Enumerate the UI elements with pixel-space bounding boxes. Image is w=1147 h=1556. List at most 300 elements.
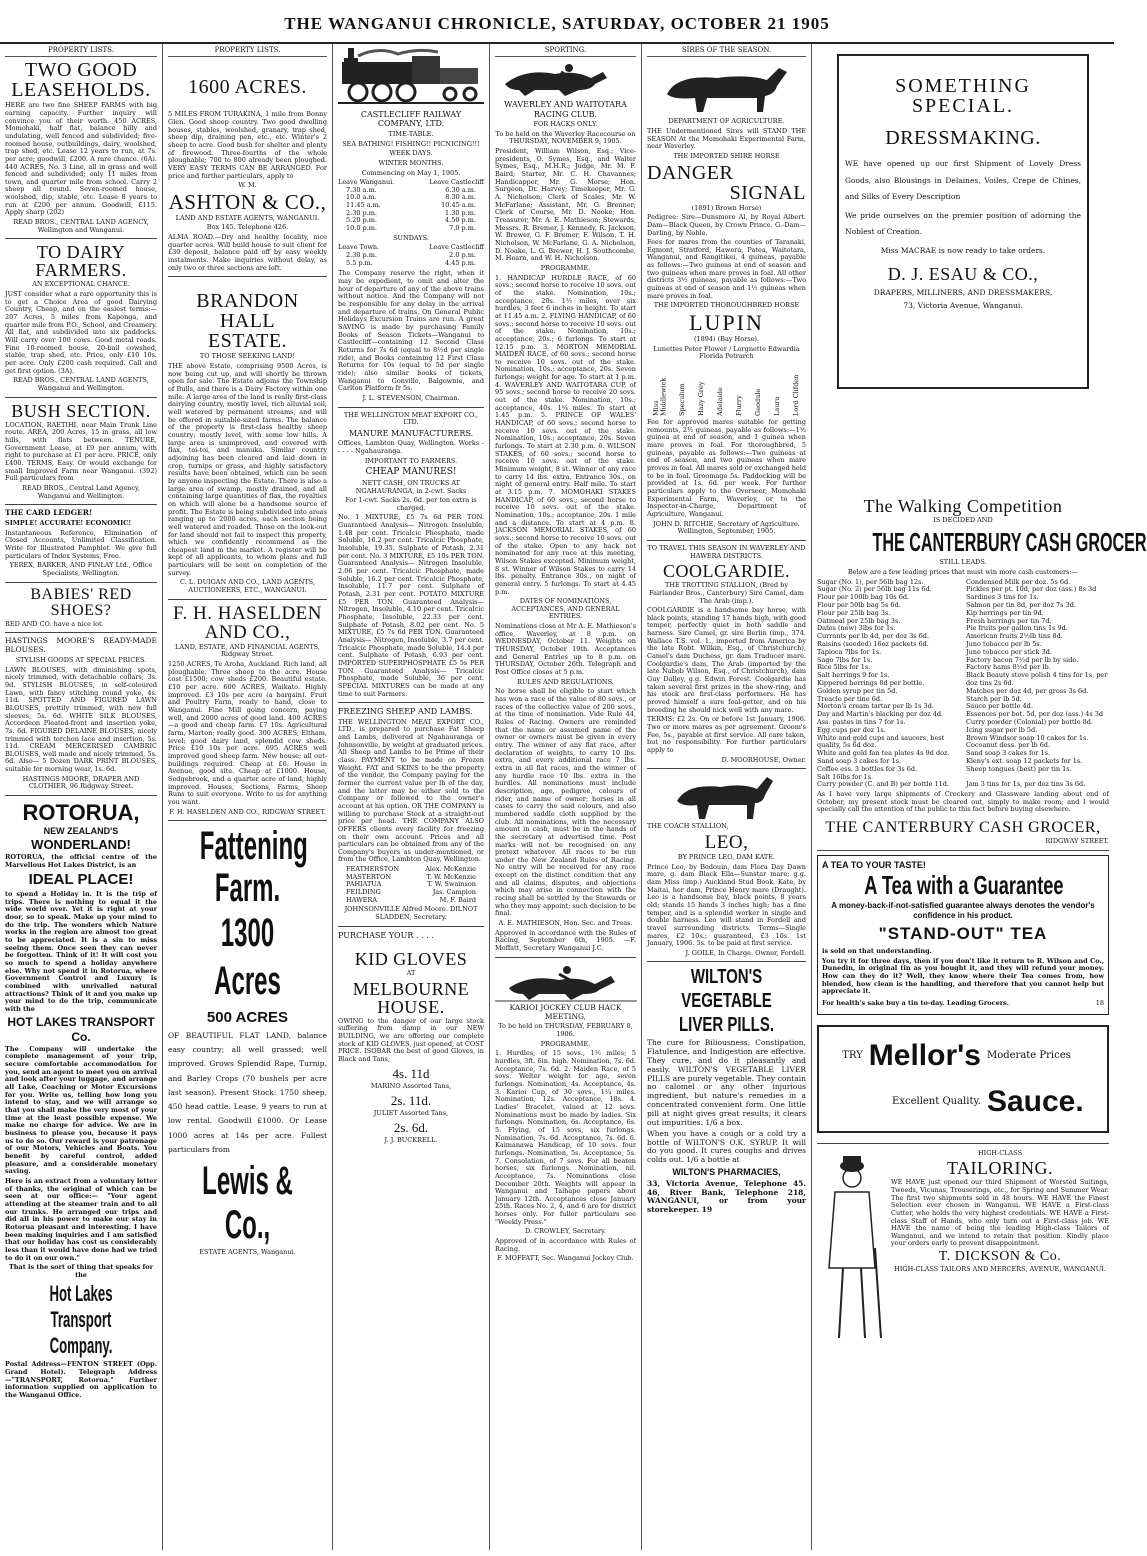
timetable-row [338,225,484,233]
ad-title: BRANDON [196,290,299,313]
ad-body: ROTORUA, the official centre of the Marvellous Hot Lakes District, is an [5,852,157,869]
ad-body: Approved in accordance with the Rules of Racing, September 6th, 1905. —F. Moffatt, Secretary Wanganui J.C. [495,928,636,953]
ad-company: Lewis & Co., [202,1159,293,1248]
ad-signature: D. CROWLEY, Secretary. [525,1227,606,1236]
ad-body: Here is an extract from a voluntary letter of thanks, the original of which can be seen at our office:— "Your agent attending at the steamer train and to all our trunks. He arranged our trips and did all in his power to make our stay in Rotorua pleasant and interesting. I have been making inquiries and I am satisfied that our holiday has cost us considerably less than it would have done had we tried to do it on our own." [5,1176,157,1262]
ad-title: THE WELLINGTON MEAT EXPORT CO., LTD. [343,410,479,427]
ad-subtitle: FOR HACKS ONLY. [533,120,598,129]
ad-subtitle: CHEAP MANURES! [365,467,457,478]
ad-address: RIDGWAY STREET. [1045,837,1109,846]
ad-line: SEA BATHING! FISHING!! PICNICING!!! [342,139,480,148]
ad-body: Miss MACRAE is now ready to take orders. [880,245,1046,255]
ad-line: WEEK DAYS. [389,149,433,158]
price-item: Flour per 25lb bag 3s. [817,608,891,617]
ad-title: The Walking Competition [863,496,1063,516]
price-item: Pickles per pt. 10d, per doz (ass.) 8s 3d [966,585,1097,594]
ad-title: DEPARTMENT OF AGRICULTURE. [668,117,785,126]
ad-title: LIVER PILLS. [678,1013,775,1036]
ad-body: Prince Leo, by Bedouin, dam Flora Day Dawn mare, g. dam Black Ella—Sunstar mare; g.g. dam Miss (imp.) Auckland Stud Book. Kate, by Maitai, her dam, Prince Henry mare (Draught). Leo is a handsome bay, black points, 8 years old; stands 15 hands 3 inches high; has a fine temper, and is a splendid worker in single and double harness. Leo will stand in Fordell and travel surrounding districts. Terms—Single mares, £2 10s.; guaranteed, £3 10s. 1st January, 1906. 5s. to be paid at first service. [647,862,806,948]
divider [338,407,484,408]
ad-title: SOMETHING [895,75,1031,97]
divider [647,961,806,962]
ad-body: The cure for Biliousness, Constipation, Flatulence, and Indigestion are effective. They cure, and do it pleasantly and easily. WILTON'S VEGETABLE LIVER PILLS are purely vegetable. They contain no calomel or any other injurious ingredient, but nature's remedies in a concentrated convenient form. One little pill at night gives great results; it clears out impurities. 1/6 a box. [647,1038,806,1127]
ad-address: Postal Address—FENTON STREET (Opp. Grand Hotel). Telegraph Address—"TRANSPORT, Rotorua." Further information supplied on application to the Wanganui Office. [5,1360,157,1399]
ad-title: KARIOI JOCKEY CLUB HACK MEETING, [509,1002,622,1021]
price-item: Raisins (seeded) 16oz packets 6d. [817,640,929,649]
ad-subtitle: BY PRINCE LEO, DAM KATE. [677,852,776,861]
ad-line: PURCHASE YOUR . . . . [338,930,434,940]
ad-signature: READ BROS., CENTRAL LAND AGENCY, Wellington and Wanganui. [13,218,149,234]
divider [168,599,327,600]
ad-body: You try it for three days, then if you don't like it return to R. Wilson and Co., Dunedin, in original tin as you bought it, and they will refund your money. How can they do it? Well, they know where their Tea comes from, how blended, how clean is the handling, and therefore that you cannot help but appreciate it. [822,956,1104,996]
ad-body: We pride ourselves on the premier position of adorning the Noblest of Creation. [845,210,1081,236]
ad-body: 5 MILES FROM TURAKINA, 1 mile from Bonny Glen. Good sheep country. Two good dwelling houses, stables, woolshed, granary, trap shed, sheep dip, draining pen, etc., etc. Winter's 2 sheep to acre. Good bush for shelter and plenty of firewood. Three-fourths of the whole ploughable; 700 to 800 already been ploughed. VERY EASY TERMS CAN BE ARRANGED. For price and further particulars, apply to [168,110,327,180]
price-list-right [966,579,1109,790]
locomotive-illustration [338,46,484,108]
column-header: PROPERTY LISTS. [5,46,157,57]
ad-subtitle: PROGRAMME. [540,1039,591,1048]
ad-line: Moderate Prices [986,1049,1071,1061]
price-item: Matches per doz 4d, per gross 3s 6d. [966,686,1089,695]
price-item: Sheep tongues (best) per tin 1s. [966,764,1072,773]
ad-body: WE HAVE just opened our third Shipment of Worsted Suitings, Tweeds, Vicunas, Trouserings, etc., for Spring and Summer Wear. The first two shipments sold in 48 hours. WE HAVE the Finest Selection ever chosen in Wanganui. WE HAVE a First-class Cutter, who holds the very highest credentials. WE HAVE a First-class Staff of Hands, who only turn out a First-class job. WE HAVE the name of being the leading High-class Tailors of Wanganui, and we intend to retain that position. Kindly place your orders early to prevent disappointment. [891,1178,1109,1248]
ad-title: SPECIAL. [911,95,1015,117]
horse-name: SIGNAL [729,181,806,204]
ad-title: HOUSE. [377,996,445,1017]
timetable [338,252,484,267]
ad-title: HIGH-CLASS [977,1148,1023,1157]
ad-title: MELBOURNE [352,978,470,999]
ad-line: (1891) Brown Horse) [691,203,762,212]
timetable-row-cell: 7.30 a.m. [346,185,377,194]
pedigree-name: Flurry [734,395,743,417]
ad-brand: Sauce. [986,1084,1084,1118]
timetable-row-cell: 10.0 p.m. [346,224,377,233]
price-item: Black Beauty stove polish 4 tins for 1s, per doz tins 2s 6d. [966,671,1108,687]
pedigree-name: Laura [772,396,781,417]
ad-body: to spend a Holiday in. It is the trip of trips. There is nothing to equal it the wide world over. Yet it is right at your door, so to speak. Make up your mind to do the trip. The wonders which Nature works in the region are almost too great to be appreciated. It is a sin to miss seeing them. Once seen they can never be forgotten. Think of it! It will cost you so much to spend a holiday anywhere else. Why not spend it in Rotorua, where Government Control and Luxury is combined with unrivalled natural attractions? Think of it and you make up your mind to do the trip, communicate with the [5,889,157,1013]
price-item: Morton's cream tartar per lb 1s 3d. [817,702,934,711]
ad-title: HALL [219,310,276,333]
ad-subtitle: RED AND CO. have a nice lot. [5,619,104,628]
ad-body: 1. HANDICAP HURDLE RACE, of 60 sovs.; second horse to receive 10 sovs. out of the stake. Nomination, 10s.; acceptance, 20s. 1½ miles, over six hurdles, 3 feet 6 inches in height. To start at 11.45 a.m. 2. FLYING HANDICAP, of 60 sovs.; second horse to receive 10 sovs. out of the stake. Nomination, 10s.; acceptance, 20s.; 6 furlongs. To start at 12.15 p.m. 3. MORTON MEMORIAL MAIDEN RACE, of 60 sovs.; second horse to receive 10 sovs. out of the stake. Nomination, 10s.; acceptance, 20s. Seven furlongs; weight for age. To start at 1 p.m. 4. WAVERLEY AND WAITOTARA CUP, of 95 sovs.; second horse to receive 20 sovs. out of the stake. Nomination, 10s.; acceptance, 40s. 1¼ miles. To start at 1.45 p.m. 5. PRINCE OF WALES' HANDICAP, of 60 sovs.; second horse to receive 10 sovs. out of the stake. Nomination, 10s.; acceptance, 20s. Seven furlongs. To start at 2.30 p.m. 6. WILSON STAKES, of 60 sovs.; second horse to receive 10 sovs. out of the stake. Minimum weight, 8 st. Winner of any race to carry 14 lbs. extra. Entrance 30s., on night of general entry. Half mile. To start at 3.15 p.m. 7. MOMOHAKI STAKES HANDICAP, of 60 sovs.; second horse to receive 10 sovs. out of the stake. Nomination, 10s.; acceptance, 20s. 1 mile and a distance. To start at 4 p.m. 8. JACKSON MEMORIAL STAKES, of 60 sovs.; second horse to receive 10 sovs. out of the stake. Open to any hack not nominated for any race at this meeting, Wilson Stakes excepted. Minimum weight, 8 st. Winner of Wilson Stakes to carry 14 lbs. penalty. Entrance 30s., on night of general entry. 5 furlongs. To start at 4.45 p.m. [495,273,636,596]
divider [5,632,157,633]
price-item: Dates (new) 3lbs for 1s. [817,624,896,633]
price-item: Condensed Milk per doz. 5s 6d. [966,577,1071,586]
ad-body: 1. Hurdles, of 15 sovs., 1½ miles; 5 hurdles, 3ft. 6in. high. Nomination, 7s. 6d. Acceptance, 7s. 6d. 2. Maiden Race, of 5 sovs. Welter weight for age, seven furlongs. Nomination, 4s. Acceptance, 4s. 3. Karioi Cup, of 30 sovs., 1¼ miles. Nomination, 12s. Acceptance, 18s. 4. Ladies' Bracelet, valued at 12 sovs. Nominations must be made by ladies. Six furlongs. Nomination, 6s. Acceptance, 6s. 5. Flying, of 15 sovs, six furlongs. Nomination, 7s. 6d. Acceptance, 7s. 6d. 6. Kaimanawa Handicap, of 10 sovs. four furlongs. Nomination, 5s. Acceptance, 5s. 7. Consolation, of 7 sovs. For all beaten horses, six furlongs. Nomination, nil. Acceptance, 7s. Nominations close December 20th. Weights will appear in Wanganui and Taihape papers about January 12th. Acceptances close January 25th. Races No. 2, 4, and 6 are for district horses only. For fuller particulars see "Weekly Press." [495,1049,636,1226]
column-header: PROPERTY LISTS. [168,46,327,57]
tailoring-ad [817,1148,1109,1348]
ad-body: The Company reserve the right, when it may be expedient, to omit and alter the hour of departure of any of the above trains without notice. And the Company will not be responsible for any delay in the arrival and departure of trains. On General Public Holidays Excursion Trains are run. A great SAVING is made by purchasing Family Books of Season Tickets—Wanganui to Castlecliff—containing 12 Second Class Returns for 7s 6d (equal to 8½d per single ride), and Books containing 12 First Class Returns for 10s (equal to 5d per single ride); also similar books of tickets, Wanganui to Gonville, Balgownie, and Carlton Platform fr 5s. [338,269,484,393]
ad-title: WILTON'S [690,966,763,989]
ad-signature: HASTINGS MOORE, DRAPER AND CLOTHIER, 96 Ridgway Street. [22,774,140,791]
gentleman-illustration [817,1148,887,1348]
ad-line: TO TRAVEL THIS SEASON IN WAVERLEY AND HAWERA DISTRICTS. [647,543,806,560]
ad-body: President, William Wilson, Esq.; Vice-presidents, O. Symes, Esq., and Walter Symes, Esq., M.H.R.; Judge, Mr. M. F. Baird; Starter, Mr. C. H. Chavannes; Handicapper, Mr. G. Morse; Hon. Surgeon, Dr. Harvey; Timekeeper, Mr. G. A. Nicholson; Clerk of Scales, Mr. W. McFarlane; Assistant, Mr. G. Brenner; Clerk of Course, Mr. D. Nooke; Hon. Treasurer, Mr. A. E. Mathieson; Stewards, Messrs. R. Bremer, J. Kennedy, R. Jackson, W. Brewer, G. F. Bremer, F. Wilson, T. H. Nicholson, W. McFarlane, G. A. Nicholson, D. Noake, L. G. Brewer, H. J. Southcombe, M. Hearn, and W. H. Nicholson. [495,147,636,263]
ad-title: TWO GOOD LEASEHOLDS. [11,59,151,102]
ad-title: FREEZING SHEEP AND LAMBS. [338,707,473,717]
ad-body: No horse shall be eligible to start which has won a race of the value of 80 sovs., or races of the collective value of 200 sovs., at the time of nomination. Vide Rule 44, Rules of Racing. Owners are reminded that the name or assumed name of the owner or owners must be given in every entry. The winner of any flat race, after declaration of weights, to carry 10 lbs. extra, and every additional race 7 lbs. extra in all flat races, and the winner of any hurdle race 10 lbs. extra in the hurdles. All nominations must include description, age, pedigree, colours of rider, and name of owner; horses in all cases to carry the said colours, and also numbered saddle cloth supplied by the club. All nominations, with the necessary amount in cash, must be in the hands of the secretary at advertised time. Post marks will not be recognised on any pretext whatever. All races to be run under the New Zealand Rules of Racing. No entry will be received for any race except on the distinct condition that any and all claims, disputes, and objections which may arise in connection with the racing shall be settled by the Stewards or who they may appoint; such decision to be final. [495,687,636,918]
ad-body: The Company will undertake the complete management of your trip, secure comfortable accommodation for you, send an agent to meet you on arrival and look after your luggage, and arrange all Lake, Coaching or Motor Excursions for you. Write us, telling how long you intend to stay, and we will arrange so that you shall make the very most of your time at the least possible expense. We make no charge for advice. We are in business to please you, because it pays us to do so. Our reward is your patronage of our Motors, Vehicles and Boats. You benefit by careful control, added pleasure, and a considerable monetary saving. [5,1044,157,1176]
timetable-col-head: Leave Castlecliff [429,243,484,252]
ad-line: WINTER MONTHS. [378,158,444,167]
price-item: Tapioca 7lbs for 1s. [817,647,882,656]
ad-body: COOLGARDIE is a handsome bay horse, with black points, standing 17 hands high, with good temper, perfectly quiet in both saddle and harness. Sire Camel, gr. sire Berlin (imp., 374. Wallace T.S. vol. 1., imported from America by the late Robt. Wilkin, Esq., of Christchurch), Camel's dam Duchess, gr. dam Traducer mare. Coolgardie's dam, The Arab (imported by the late Nabob Wilson, Esq., of Christchurch), dam Guy Dalley, g.g. Edwin Forest. Coolgardie has taken several first prizes in the show-ring, and his stock are first-class performers. He has proved himself a sure foal-getter, and on his breeding he should nick well with any mare. [647,606,806,714]
ad-body: Nominations close at Mr A. E. Mathieson's office, Waverley, at 8 p.m. on WEDNESDAY, October 11. Weights on THURSDAY, October 19th. Acceptances and General Entries up to 8 p.m. on THURSDAY, October 26th. Telegraph and Post Office closes at 5 p.m. [495,622,636,677]
ad-brand: "STAND-OUT" TEA [878,923,1048,943]
price-item: Factory bacon 7½d per lb by side. [966,655,1079,664]
horse-race-illustration [495,60,637,98]
ad-signature: JOHNSONVILLE Alfred Moore. DILNOT SLADDEN, Secretary. [344,905,478,922]
pedigree-name: Miss Middlewick [651,377,668,417]
ad-title: 1300 Acres [214,911,281,1004]
ad-signature: J. J. BUCKRELL. [384,1136,438,1145]
ad-footer [822,998,1104,1010]
ad-subtitle: RULES AND REGULATIONS. [517,677,614,686]
ad-line: AT [406,969,416,978]
ad-line: SUNDAYS. [393,233,429,242]
price-item: Sago 7lbs for 1s. [817,655,873,664]
ad-body: WE have opened up our first Shipment of Lovely Dress Goods, also Blousings in Delaines, Voiles, Crepe de Chines, and Silks of Every Description [845,159,1081,201]
ad-body: Approved of in accordance with Rules of Racing. [495,1237,636,1253]
price-item: Curry powder (Colonial) per bottle 8d. [966,717,1094,726]
coach-horse-illustration [647,773,805,821]
price: 4s. 11d [392,1065,430,1081]
price-item: June tobacco per stick 3d. [966,647,1052,656]
price-item: Golden syrup per tin 5d. [817,686,898,695]
ad-signature: W. M. [238,181,257,190]
ad-subtitle: NEW ZEALAND'S [43,826,119,837]
price-item: Sand soap 3 cakes for 1s. [817,756,902,765]
ad-title: 1600 ACRES. [188,76,307,99]
price-item: Starch per lb 5d. [966,694,1022,703]
divider [5,397,157,398]
ad-subtitle: IS DECIDED AND [933,516,993,524]
ad-company: Hot Lakes Transport [49,1281,113,1333]
divider [5,238,157,239]
timetable-row-cell: 2.30 p.m. [346,251,377,260]
ad-line: TRY [842,1049,863,1061]
ad-body: Fee for approved mares suitable for getting remounts, 2½ guineas, payable as follows:—1½ guinea at end of season, and 1 guinea when mare proves in foal. For thoroughbred, 5 guineas, payable as follows:—Two guineas at end of season, and two guineas when mare proves in foal. All mares sold or exchanged held to be in foal. Groomage 5s. Paddocking will be provided at 1s. 6d. per week. For further particulars apply to the Overseer, Momohaki Experimental Farm, Waverley, or to the Inspector-in-Charge, Department of Agriculture, Wanganui. [647,418,806,518]
price-item: Juno tobacco per lb 5s. [966,640,1042,649]
ad-title: ROTORUA, [22,800,140,826]
price-item: Salt herrings 9 for 1s. [817,671,890,680]
ad-body: Below are a few leading prices that must win more cash customers:— [847,567,1079,576]
timetable-row-cell: 4.50 p.m. [445,216,476,225]
horse-name: COOLGARDIE. [663,561,790,582]
ad-address: 33, Victoria Avenue, Telephone 45. 46, River Bank, Telephone 218, WANGANUI, or from your storekeeper. 19 [647,1178,806,1215]
horse-illustration [647,60,805,116]
price: 2s. 6d. [393,1119,429,1135]
price-item: Pie fruits per gallon tins 1s 9d. [966,624,1068,633]
ad-signature: HIGH-CLASS TAILORS AND MERCERS, AVENUE, WANGANUI. [894,1265,1106,1274]
ad-title: VEGETABLE [681,990,772,1013]
ad-body: When you have a cough or a cold try a bottle of WILTON'S O.K. SYRUP. It will do you good. It cures coughs and drives colds out. 1/6 a bottle at [647,1128,806,1165]
ad-subtitle: THE TROTTING STALLION, (Bred by Fairlander Bros., Canterbury) Sire Camel, dam The Arab (imp.). [649,581,804,605]
price-item: Sauce per bottle 4d. [966,702,1033,711]
price-item: Cocoanut dess. per lb 6d. [966,741,1051,750]
ad-title: BUSH SECTION. [11,400,151,421]
ad-line: Offices, Lambton Quay, Wellington. Works - - - - - Ngahauranga. [338,439,484,455]
price-item: Oatmeal per 25lb bag 3s. [817,616,901,625]
ad-body: ALMA ROAD.—Dry and healthy locality, nice quarter acres. Will build house to suit client for £30 deposit, balance paid off by easy weekly instalments. Make inquiries without delay, as only two or three sections are left. [168,233,327,272]
price-item: Essences per bot. 5d, per doz (ass.) 4s 3d [966,710,1104,719]
ad-signature: DRAPERS, MILLINERS, AND DRESSMAKERS, [873,288,1053,297]
ad-line: A TEA TO YOUR TASTE! [822,859,926,870]
timetable-row-cell: 2.0 p.m. [449,251,476,260]
price-item: Icing sugar per lb 5d. [966,725,1038,734]
price-item: Kleny's ext. soap 12 packets for 1s. [966,756,1083,765]
ad-body: Instantaneous Reference, Elimination of Closed Accounts, Unlimited Classification. Write for Illustrated Pamphlet. We give full particulars of Index Systems, Free. [5,528,157,560]
pedigree-line: Lunettes Peter Flower / Lorgnette Edwardia Florida Petrarch [653,344,800,361]
horse-name: LUPIN [689,310,764,336]
agent-row-cell: M. F. Baird [439,895,476,904]
divider [647,768,806,769]
ad-brand: Mellor's [868,1038,981,1072]
ad-title: WAVERLEY AND WAITOTARA RACING CLUB. [504,100,627,119]
agent-row-cell: FEILDING [346,888,381,897]
column-2 [163,44,333,1550]
ad-company: T. DICKSON & Co. [938,1249,1062,1265]
price-item: Flour per 100lb bag 10s 6d. [817,593,910,602]
price-item: Curry powder (C. and B) per bottle 11d. [817,780,949,789]
ad-subtitle: WONDERLAND! [31,836,131,852]
ad-signature: YEREX, BARKER, AND FINLAY Ltd., Office Specialists, Wellington. [9,561,153,577]
ad-body: THE WELLINGTON MEAT EXPORT CO., LTD., is prepared to purchase Fat Sheep and Lambs, delivered at Ngahauranga or Johnsonville, by weight at graduated prices. All Sheep and Lambs to be Prime of their class. PAYMENT to be made on Frozen Weight. FAT and SKINS to be the property of the vendor, the Company paying for the former the current value per lb of the day, and the latter may be either sold to the Company or followed to the owner's account at his option. OR THE COMPANY is willing to purchase Stock at a straight-out price per head. THE COMPANY ALSO OFFERS clients every facility for freezing on their own account. Prices and all particulars can be obtained from any of the Company's buyers as under-mentioned, or from the Office, Lambton Quay, Wellington. [338,717,484,864]
ad-body: THE Undermentioned Sires will STAND THE SEASON At the Momohaki Experimental Farm, near Waverley. [647,126,806,151]
ad-title: CASTLECLIFF RAILWAY COMPANY, LTD. [360,110,462,129]
masthead-title: THE WANGANUI CHRONICLE, SATURDAY, OCTOBER 21 1905 [284,14,830,33]
ad-signature: A. E. MATHIESON, Hon. Sec. and Treas. [498,919,633,928]
divider [817,1143,1109,1144]
ad-signature: C. L. DUIGAN AND CO., LAND AGENTS, AUCTIONEERS, ETC., WANGANUI. [180,578,315,595]
price-item: Sand soap 3 cakes for 1s. [966,749,1051,758]
ad-subtitle: AN EXCEPTIONAL CHANCE. [32,280,130,289]
ad-subtitle: TIME-TABLE. [388,129,434,138]
ad-body: THE above Estate, comprising 9500 Acres, is now being cut up, and will shortly be thrown open for sale. The Estate adjoins the Township of Bulls, and there is a Dairy Factory within one mile. A large area of the land is really first-class dairying country, mostly level, rich alluvial soil, well watered by permanent streams, and will be offered in suitable-sized farms. The balance of the property is first-class healthy sheep country; mostly level, with some low hills. A large area is unimproved, and covered with flax, toi-toi, and manuka. Similar country adjoining has been cleared and laid down in crop, turnips or grass, and highly satisfactory results have been obtained, which can be seen by anyone inspecting the Estate. There is also a large area of swamp, mostly drained, and all containing large quantities of flax, the royalties on which will alone be a handsome source of profit. The Estate is being subdivided into areas ranging up to 2000 acres, each section being well watered and roaded. Those on the look-out for land should not fail to inspect this property, which we confidently recommend as the cheapest land in the market. A register will be kept of all applicants, to whom plans and full particulars will be sent on completion of the survey. [168,362,327,577]
agent-row-cell: T. W. McKenzie [426,872,476,881]
column-6 [812,44,1147,1550]
ad-title: A Tea with a Guarantee [864,870,1064,901]
agent-row-cell: MASTERTON [346,872,392,881]
column-5 [642,44,812,1550]
ad-body: As I have very large shipments of Crockery and Glassware landing about end of October, my present stock must be cleared out, simply to make room; and I would specially call the attention of the public to this fact before buying elsewhere. [817,790,1109,814]
ad-title: ESTATE. [207,330,288,353]
tailoring-text [891,1148,1109,1348]
ad-body: Pedigree: Sire—Dunsmore Al, by Royal Albert. Dam—Black Queen, by Crown Prince. G.-Dam—Darling, by Noble. [647,213,806,237]
ad-number: 18 [1095,998,1104,1007]
price-item: Rice 5lbs for 1s. [817,663,871,672]
price-item: Factory hams 8½d per lb. [966,663,1051,672]
timetable-row-cell: 6.30 a.m. [445,185,476,194]
masthead [0,0,1114,44]
divider [5,795,157,796]
price-item: Coffee ess. 3 bottles for 3s 6d. [817,764,918,773]
ad-subtitle: THE IMPORTED SHIRE HORSE [673,151,780,160]
column-header: SIRES OF THE SEASON. [647,46,806,57]
ad-subtitle: IDEAL PLACE! [28,871,134,889]
ad-address: 73, Victoria Avenue, Wanganui. [903,301,1023,310]
ad-company: THE CANTERBURY CASH GROCER, [825,819,1101,837]
dressmaking-ad [837,54,1089,389]
agent-row-cell: FEATHERSTON [346,865,400,874]
ad-title: THE COACH STALLION, [647,822,729,831]
ad-line: IMPORTANT TO FARMERS. [364,456,458,465]
price-item: Sugar (No. 2) per 56lb bag 11s 6d. [817,585,932,594]
timetable-row [338,260,484,268]
timetable-row-cell: 7.0 p.m. [449,224,476,233]
timetable-row-cell: 10.0 a.m. [346,193,377,202]
pedigree-name: Speculum [678,383,687,417]
divider [5,504,157,505]
ad-signature: READ BROS., Central Land Agency, Wanganui and Wellington. [22,483,140,500]
ad-line: Excellent Quality. [892,1095,981,1107]
price-item: Day and Martin's blacking per doz 4d. [817,710,944,719]
ad-subtitle: MANURE MANUFACTURERS. [348,428,474,438]
price-item: Currants per lb 4d, per doz 3s 6d. [817,632,930,641]
ad-body: LOCATION, RAETIHI, near Main Trunk Line route. AREA, 200 Acres, 15 in grass, all low hills, with flats between. TENURE, Government Lease, at £9 per annum, with right to purchase at £1 per acre. PRICE, only £400. TERMS, Easy. Or would exchange for small Improved Farm near Wanganui. (392) Full particulars from [5,420,157,483]
ad-body: HERE are two fine SHEEP FARMS with big earning capacity. Further inquiry will convince you of their worth. 450 ACRES, Momohaki, half flat, balance hilly and undulating, well fenced and subdivided; five-roomed house, outbuildings, dairy, woolshed, trap shed, etc. Lease 12 years to run, at 7s. per acre; goodwill, £200. A rare chance. (6A). 440 ACRES, No. 3 Line, all in grass and well fenced and subdivided; only 11 miles from town, and quarter mile from school. Carry 2 sheep all round. Seven-roomed house, woolshed, dip, stable, etc. Lease 8 years to run at £200 per annum. Goodwill, £115. Apply sharp (202) [5,101,157,217]
ad-title: TAILORING. [946,1158,1054,1179]
price-item: Treacle per tine 6d. [817,694,883,703]
ad-body: 1250 ACRES, Te Aroha, Auckland. Rich land, all ploughable. Three sheep to the acre. House cost £1500; cow sheds £200. Beautiful estate. £10 per acre. 600 ACRES, Waikato. Highly improved. £3 10s per acre (a bargain). Fruit and Poultry Farm, ready to hand, close to Wanganui. Fine Mill going concern, paying well, and 2000 acres of good land. 400 ACRES—a good and cheap farm. £7 10s. Agricultural farm, Marton; really good. 300 ACRES, Eltham, level; good dairy land, splendid cow sheds. Price £10 10s per acre. 695 ACRES well improved good sheep farm. New house; all out-buildings required. Cheap at £6. House in Avenue, good site. Cheap at £1000. House, Sedgebrook, and a quarter acre of land, highly improved. Houses, Sections, Farms, Sheep Runs to suit everyone. Write to us for anything you want. [168,660,327,806]
ad-body: That is the sort of thing that speaks for the [8,1263,154,1279]
column-3 [333,44,490,1550]
jockey-illustration [495,962,637,1002]
ad-line: For 1-cwt. Sacks 2s. 6d. per ton extra is charged. [345,496,477,512]
timetable [338,187,484,233]
price-item: White and gold cups and saucers, best quality, 5s 6d doz. [817,733,945,750]
ad-signature: J. L. STEVENSON, Chairman. [362,393,460,402]
ad-title: Farm. [214,866,281,911]
price-item: Brown Windsor soap 10 cakes for 1s. [966,733,1089,742]
ad-subtitle: LAND AND ESTATE AGENTS, WANGANUI. [175,213,320,222]
ad-subtitle: HOT LAKES TRANSPORT Co. [7,1015,155,1044]
ad-line: is sold on that understanding. [822,946,932,955]
ad-body: OF BEAUTIFUL FLAT LAND, balance easy country; all well grassed; well improved. Grows Splendid Rape, Turnip, and Barley Crops (70 bushels per acre last season). Present Stock: 1750 sheep, 450 head cattle. Lease, 9 years to run at low rental. Goodwill £1000. Or Lease 1000 acres at 14s per acre. Fullest particulars from [168,1030,327,1154]
ad-signature: F. H. HASELDEN AND CO., RIDGWAY STREET. [169,807,326,816]
agents-list [338,866,484,904]
ad-subtitle: DRESSMAKING. [885,127,1041,149]
ad-title: TO DAIRY FARMERS. [35,242,127,281]
ad-subtitle: A money-back-if-not-satisfied guarantee always denotes the vendor's confidence in his product. [831,901,1095,920]
ad-body: LAWN BLOUSES, with diminishing spots, nicely trimmed, with detachable collars, 3s. 9d. STYLISH BLOUSES, in self-coloured Lawn, with fancy stitching round yoke, 4s. 11d. SPOTTED AND FIGURED LAWN BLOUSES, prettily trimmed, with new full sleeves, 5s. 6d. WHITE SILK BLOUSES, Accordeon Pleated-front and insertion yoke, 7s. 6d. FIGURED DELAINE BLOUSES, nicely trimmed with torchon lace and insertion, 5s. 11d. CREAM MERCERISED CAMBRIC BLOUSES, well made and nicely trimmed, 5s. 6d. Also— 5 Dozen DARK PRINT BLOUSES, suitable for morning wear, 1s. 6d. [5,665,157,774]
divider [338,926,484,927]
columns [0,44,1147,1550]
ad-signature: READ BROS., CENTRAL LAND AGENTS, Wanganui and Wellington. [13,376,149,392]
ad-body: OWING to the danger of our large stock suffering from damp in our NEW BUILDING, we are offering our complete stock of KID GLOVES, just opened, at COST PRICE. ISOBAR the best of good Gloves, in Black and Tans, [338,1016,484,1064]
ad-subtitle: THE IMPORTED THOROUGHBRED HORSE [653,301,800,310]
price-item: White and gold fan tea plates 4s 9d doz. [817,749,950,758]
ad-company: Company. [49,1333,113,1359]
ad-line: Box 145. Telephone 426. [206,223,289,232]
ad-signature: J. GOILE, In Charge. Owner, Fordell. [685,948,806,957]
price-item: Ass. pastes in tins 7 for 1s. [817,717,906,726]
ad-title: Fattening [199,824,308,869]
ad-signature: F. MOFFATT, Sec. Wanganui Jockey Club. [497,1254,634,1263]
ad-title: KID GLOVES [354,949,468,970]
price-desc: MARINO Assorted Tans, [370,1082,452,1091]
ad-signature: JOHN D. RITCHIE, Secretary of Agriculture. Wellington, September, 1905. [653,519,800,536]
divider [647,540,806,541]
ad-subtitle: TO THOSE SEEKING LAND! [199,352,296,361]
column-1 [0,44,163,1550]
ad-body: No. 1 MIXTURE, £5 7s 6d PER TON. Guaranteed Analysis— Nitrogen Insoluble, 1.48 per cent. Tricalcic Phosphate, made Soluble, 16.2 per cent. Tricalcic Phosphate, Insoluble, 19.35. Sulphate of Potash, 2.31 per cent. No. 3 MIXTURE, £5 10s PER TON. Guaranteed Analysis— Nitrogen Insoluble, 2.06 per cent. Tricalcic Phosphate, made Soluble, 16.2 per cent. Tricalcic Phosphate, Insoluble, 11.7 per cent. Sulphate of Potash, 2.31 per cent. POTATO MIXTURE £5 PER TON. Guaranteed Analysis— Nitrogen, Insoluble, 4.10 per cent. Tricalcic Phosphate, Insoluble, 22.33 per cent. Sulphate of Potash, 8.02 per cent. No. 5 MIXTURE, £5 7s 6d PER TON. Guaranteed Analysis— Nitrogen, Insoluble, 3.7 per cent. Tricalcic Phosphate, made Soluble, 14.4 per cent. Sulphate of Potash, 6.93 per cent. IMPORTED SUPERPHOSPHATE £5 5s PER TON. Guaranteed Analysis— Tricalcic Phosphate, made Soluble, 36 per cent. SPECIAL MIXTURES can be made at any time to suit Farmers. [338,513,484,698]
divider [338,702,484,703]
ad-line: For health's sake buy a tin to-day. Leading Grocers. [822,998,1010,1007]
ad-company: THE CANTERBURY CASH GROCER [872,526,1147,557]
ad-line: Commencing on May 1, 1905. [361,168,461,177]
timetable-row-cell: 4.45 p.m. [445,258,476,267]
ad-subtitle: SIMPLE! ACCURATE! ECONOMIC! [5,519,132,527]
price-item: Fresh herrings per tin 7d. [966,616,1052,625]
ad-subtitle: 500 ACRES [206,1009,289,1027]
pedigree-name: Hazy Grey [697,381,706,417]
timetable-row-cell: 1.30 p.m. [445,208,476,217]
price-item: Salt 16lbs for 1s. [817,772,874,781]
divider [5,582,157,583]
price-item: Jam 3 tins for 1s, per doz tins 3s 6d. [966,780,1086,789]
timetable-row-cell: 5.5 p.m. [346,258,373,267]
price-list [817,579,1109,790]
pedigree-name: Geodule [753,388,762,417]
agent-row-cell: Jas. Campion [432,888,476,897]
agent-row-cell: PAHIATUA [346,880,382,889]
ad-line: To be held on THURSDAY, FEBRUARY 8, 1906. [498,1022,633,1039]
column-4 [490,44,642,1550]
ad-body: TERMS: £2 2s. On or before 1st January, 1906. Two or more mares as per agreement. Groom's Fee, 5s., payable at first service. All care taken, but no responsibility. For further particulars apply to [647,715,806,754]
timetable-row-cell: 2.30 p.m. [346,208,377,217]
horse-name: DANGER [647,161,734,184]
agent-row [338,897,484,905]
price-list-left [817,579,960,790]
price-item: Sugar (No. 1), per 56lb bag 12s. [817,577,924,586]
price: 2s. 11d. [390,1092,432,1108]
ad-title: ASHTON & CO., [168,189,327,214]
ad-signature: ESTATE AGENTS, Wanganui. [199,1248,296,1257]
price-desc: JULIET Assorted Tans, [373,1109,449,1118]
timetable-row-cell: 11.45 a.m. [346,201,381,210]
ad-signature: D. MOORHOUSE, Owner. [721,755,806,764]
ad-body: JUST consider what a rare opportunity this is to get a Choice Area of good Dairying Country, Cheap, and on the easiest terms:—207 Acres, 5 miles from Kaponga, and quarter mile from P.O., School, and Creamery. All flat, and subdivided into six paddocks. Will carry over 100 cows. Good metal roads. Fine 10-roomed house, 20-bail cowshed, stable, trap shed, etc. Price, only £10 10s. per acre. Only £200 cash required. Call and get first option. (3A). [5,290,157,375]
price-item: Flour per 50lb bag 5s 6d. [817,601,901,610]
agent-row-cell: Alex. McKenzie [425,865,476,874]
timetable-row-cell: 10.45 a.m. [441,201,476,210]
ad-subtitle: LAND, ESTATE, AND FINANCIAL AGENTS, Ridgway Street. [175,642,320,659]
timetable-col-head: Leave Castlecliff [429,178,484,187]
timetable-col-head: Leave Wanganui. [338,178,395,187]
horse-name: LEO, [704,831,749,853]
agent-row-cell: T. W. Swainson [427,880,476,889]
pedigree-name: Adelaide [716,387,724,417]
price-item: Kippered herrings 8d per bottle. [817,679,925,687]
price-item: Sardines 3 tins for 1s. [966,593,1039,602]
ad-subtitle: STILL LEADS. [939,558,987,567]
price-item: Kip herrings per tin 9d. [966,608,1044,617]
ad-title: HASTINGS MOORE'S READY-MADE BLOUSES. [5,636,157,655]
divider [168,276,327,277]
divider [817,850,1109,851]
column-header: SPORTING. [495,46,636,57]
divider [168,820,327,821]
sauce-ad [817,1025,1109,1133]
pedigree-table [647,364,806,416]
ad-title: BABIES' RED SHOES? [30,585,132,619]
ad-title: F. H. HASELDEN AND CO., [172,602,323,643]
divider [495,957,636,958]
ad-company: D. J. ESAU & CO., [887,264,1039,284]
ad-line: NETT CASH, ON TRUCKS AT NGAHAURANGA, in 2-cwt. Sacks [355,478,467,495]
